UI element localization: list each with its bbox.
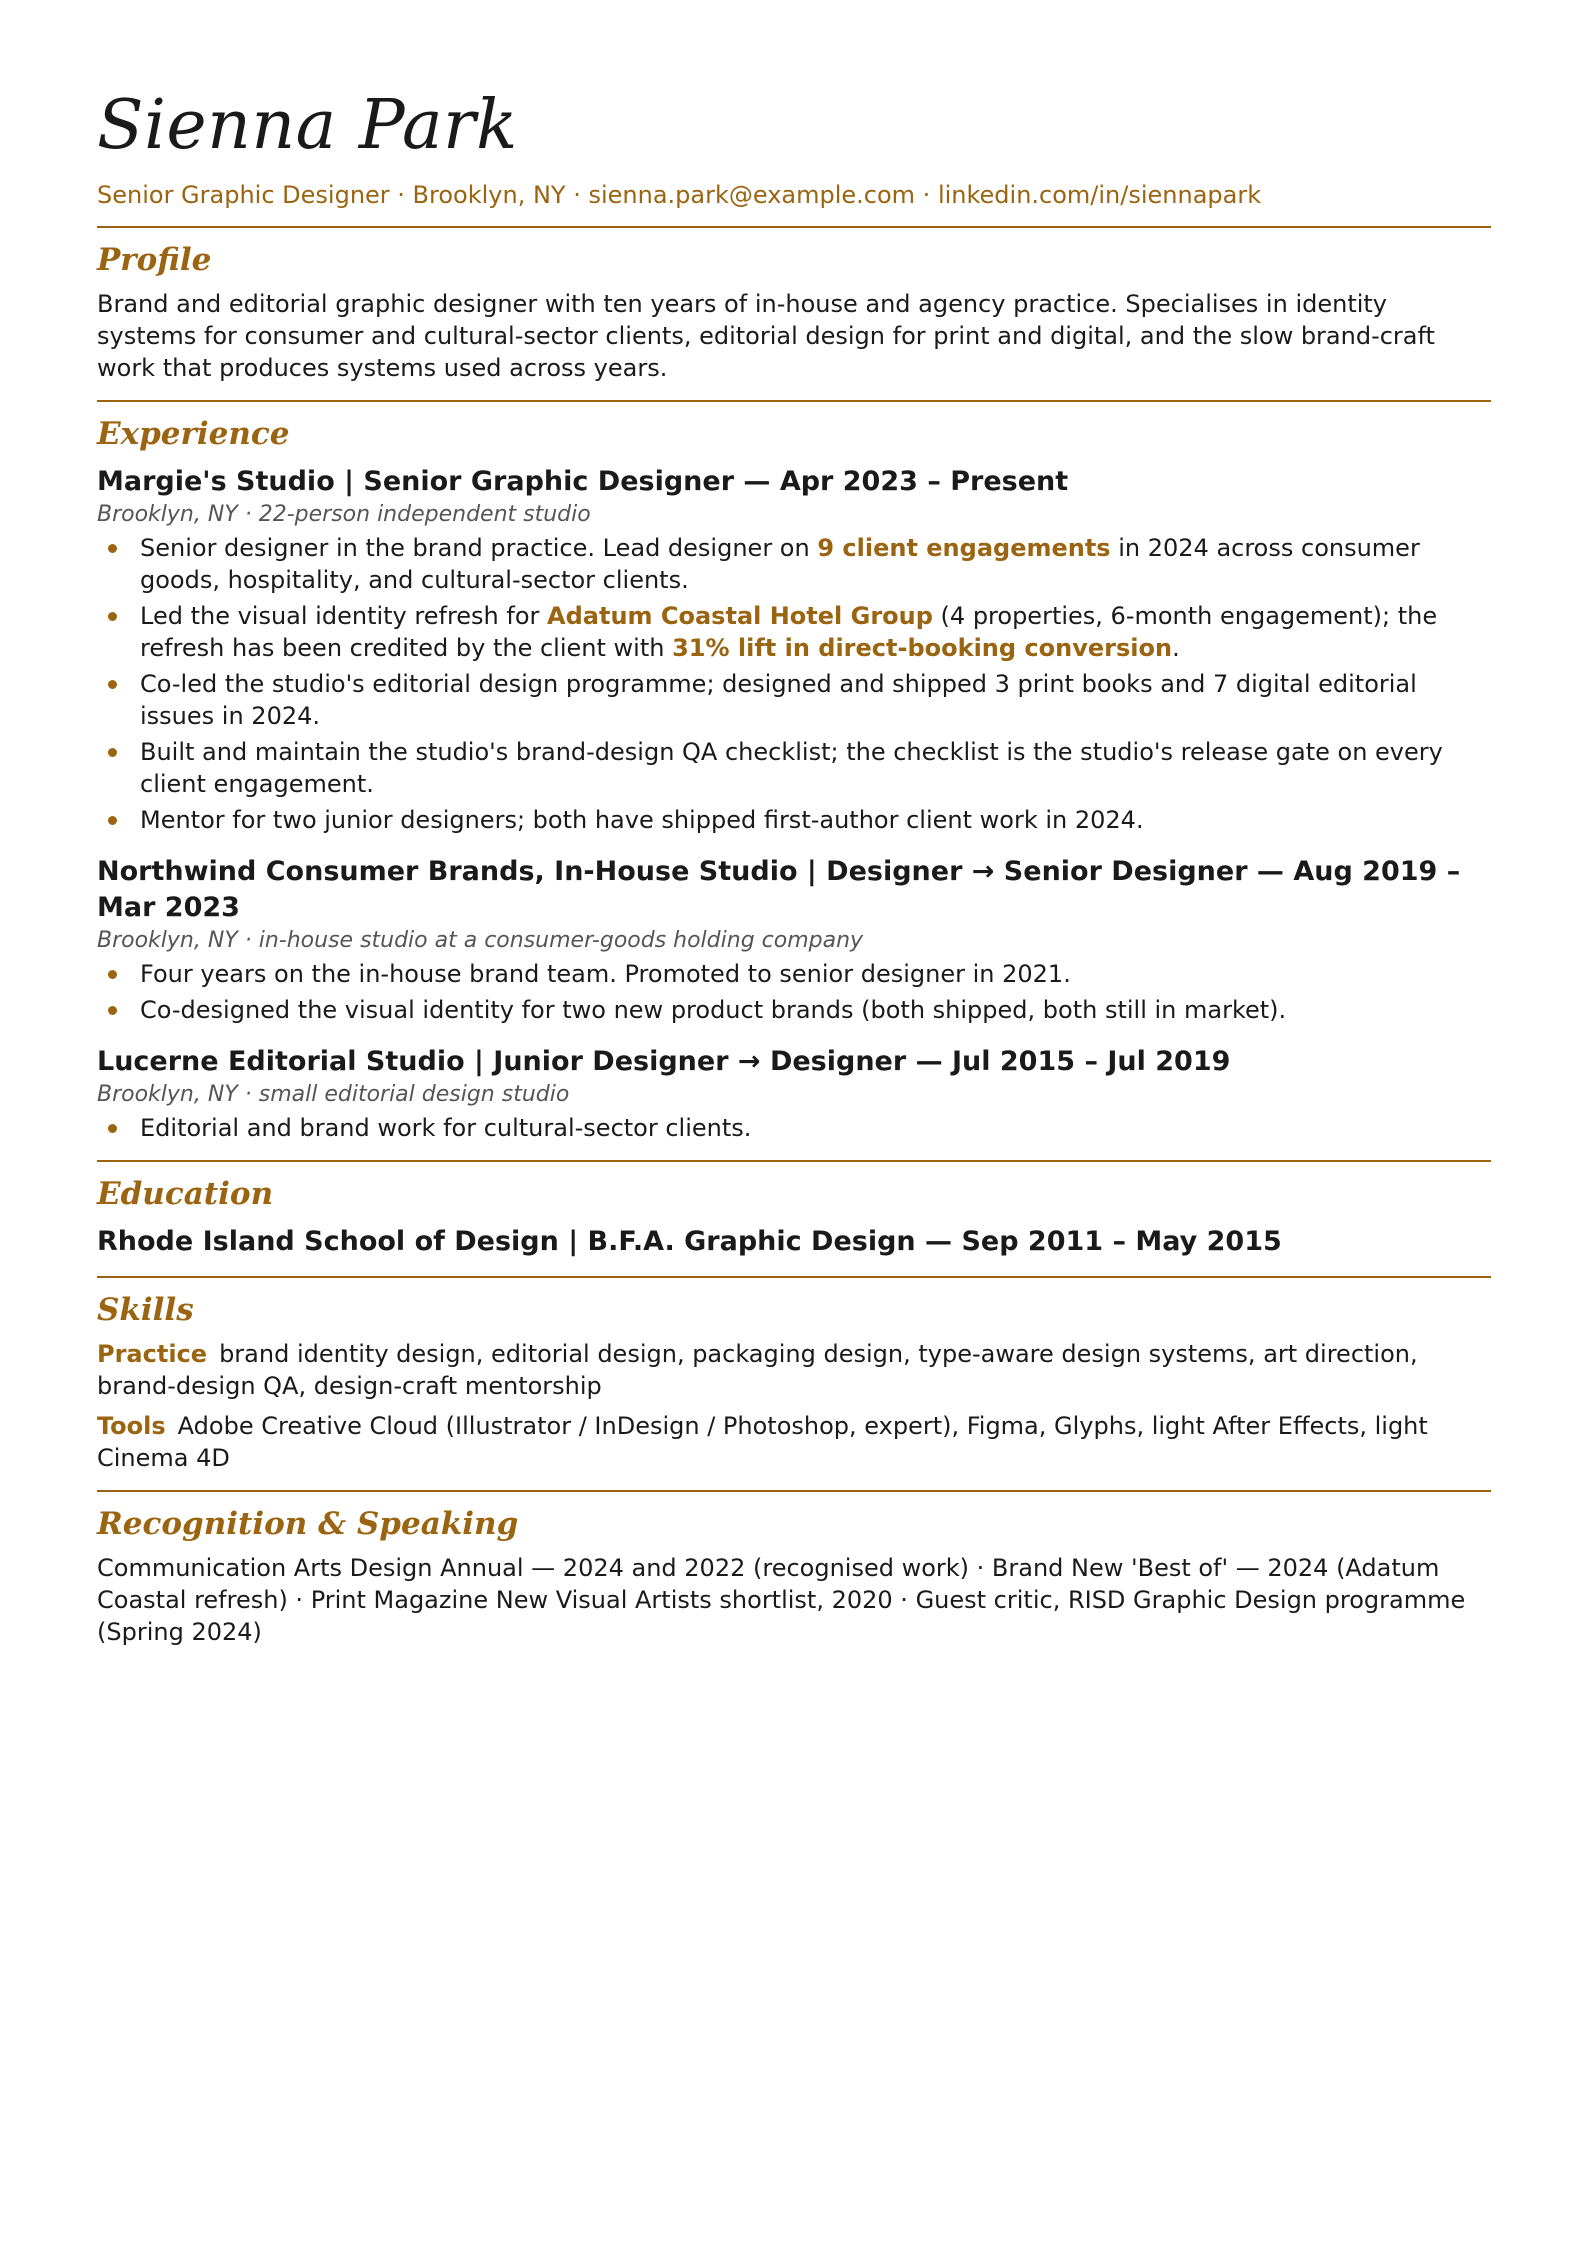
skill-row-tools: [97, 1410, 1491, 1474]
section-divider: [97, 400, 1491, 402]
bullet-text: Mentor for two junior designers; both have shipped first-author client work in 2024.: [140, 806, 1144, 834]
bullet-text: Senior designer in the brand practice. Lead designer on: [140, 534, 818, 562]
list-item: [97, 600, 1491, 664]
skills-section: [97, 1290, 1491, 1474]
job-entry-northwind: [97, 854, 1491, 1026]
list-item: [97, 804, 1491, 836]
section-divider: [97, 1490, 1491, 1492]
recognition-text: Communication Arts Design Annual — 2024 and 2022 (recognised work) · Brand New 'Best of' — 2024 (Adatum Coastal refresh) · Print Magazine New Visual Artists shortlist, 2020 · Guest critic, RISD Graphic Design programme (Spring 2024): [97, 1554, 1466, 1646]
skill-label: Tools: [97, 1412, 166, 1440]
recognition-section: [97, 1504, 1491, 1648]
bullet-text: Led the visual identity refresh for: [140, 602, 548, 630]
contact-line: Senior Graphic Designer · Brooklyn, NY · sienna.park@example.com · linkedin.com/in/siennapark: [97, 181, 1262, 209]
job-meta: Brooklyn, NY · 22-person independent studio: [97, 502, 591, 527]
education-heading: Education: [97, 1176, 274, 1212]
job-entry-margies-studio: [97, 464, 1491, 836]
recognition-heading: Recognition & Speaking: [97, 1506, 519, 1542]
profile-heading: Profile: [97, 242, 212, 278]
list-item: Editorial and brand work for cultural-sector clients.: [97, 1112, 1491, 1144]
skill-text: Adobe Creative Cloud (Illustrator / InDesign / Photoshop, expert), Figma, Glyphs, light After Effects, light Cinema 4D: [97, 1412, 1428, 1472]
skill-text: brand identity design, editorial design, packaging design, type-aware design systems, art direction, brand-design QA, design-craft mentorship: [97, 1340, 1418, 1400]
highlight-text: 31% lift in direct-booking conversion: [672, 634, 1173, 662]
job-bullets: [97, 532, 1491, 836]
experience-heading: Experience: [97, 416, 290, 452]
list-item: [97, 532, 1491, 596]
job-bullets: [97, 958, 1491, 1026]
job-heading: Lucerne Editorial Studio | Junior Designer → Designer — Jul 2015 – Jul 2019: [97, 1046, 1231, 1077]
profile-text: Brand and editorial graphic designer with ten years of in-house and agency practice. Specialises in identity systems for consumer and cultural-sector clients, editorial design for print and digital, and the slow brand-craft work that produces systems used across years.: [97, 290, 1435, 382]
bullet-text: .: [1172, 634, 1180, 662]
skill-label: Practice: [97, 1340, 208, 1368]
job-heading: Northwind Consumer Brands, In-House Studio | Designer → Senior Designer — Aug 2019 – Mar 2023: [97, 856, 1461, 923]
job-heading: Margie's Studio | Senior Graphic Designer — Apr 2023 – Present: [97, 466, 1069, 497]
job-meta: Brooklyn, NY · small editorial design studio: [97, 1082, 570, 1107]
bullet-text: Co-led the studio's editorial design programme; designed and shipped 3 print books and 7 digital editorial issues in 2024.: [140, 670, 1417, 730]
skills-heading: Skills: [97, 1292, 194, 1328]
education-entry: Rhode Island School of Design | B.F.A. Graphic Design — Sep 2011 – May 2015: [97, 1226, 1282, 1257]
job-entry-lucerne: [97, 1044, 1491, 1144]
bullet-text: (4 properties, 6-month engagement); the refresh has been credited by the client with: [140, 602, 1438, 662]
candidate-name: Sienna Park: [97, 86, 518, 165]
section-divider: [97, 1276, 1491, 1278]
list-item: [97, 736, 1491, 800]
experience-section: [97, 414, 1491, 1144]
highlight-text: 9 client engagements: [817, 534, 1111, 562]
list-item: Four years on the in-house brand team. Promoted to senior designer in 2021.: [97, 958, 1491, 990]
section-divider: [97, 1160, 1491, 1162]
bullet-text: in 2024 across consumer goods, hospitality, and cultural-sector clients.: [140, 534, 1420, 594]
bullet-text: Built and maintain the studio's brand-design QA checklist; the checklist is the studio's release gate on every client engagement.: [140, 738, 1443, 798]
job-meta: Brooklyn, NY · in-house studio at a consumer-goods holding company: [97, 928, 864, 953]
job-bullets: [97, 1112, 1491, 1144]
list-item: [97, 668, 1491, 732]
skill-row-practice: [97, 1338, 1491, 1402]
list-item: Co-designed the visual identity for two new product brands (both shipped, both still in market).: [97, 994, 1491, 1026]
education-section: [97, 1174, 1491, 1260]
highlight-text: Adatum Coastal Hotel Group: [547, 602, 933, 630]
section-divider: [97, 226, 1491, 228]
profile-section: [97, 240, 1491, 384]
